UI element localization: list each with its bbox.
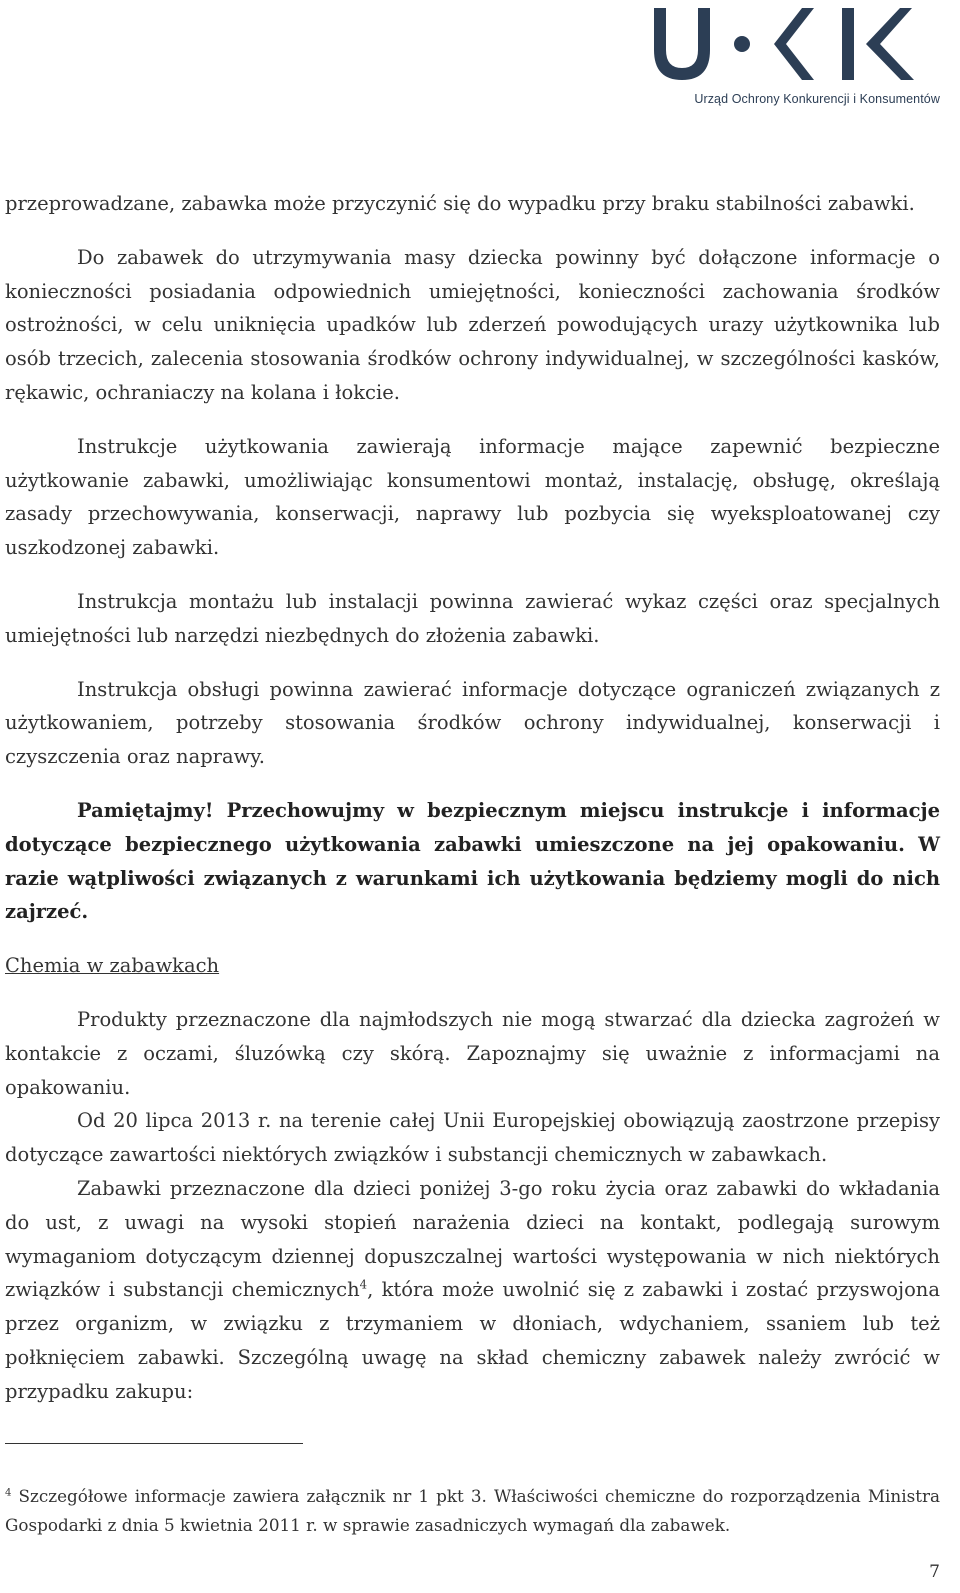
paragraph-under-three — [5, 1172, 940, 1409]
paragraph-assembly: Instrukcja montażu lub instalacji powinna zawierać wykaz części oraz specjalnych umiejętności lub narzędzi niezbędnych do złożenia zabawki. — [5, 589, 940, 647]
footnote-reference[interactable]: 4 — [359, 1277, 368, 1292]
paragraph-instructions: Instrukcje użytkowania zawierają informacje mające zapewnić bezpieczne użytkowanie zabawki, umożliwiając konsumentowi montaż, instalację, obsługę, określają zasady przechowywania, konserwacji, naprawy lub pozbycia się wyeksploatowanej czy uszkodzonej zabawki. — [5, 434, 940, 560]
paragraph-under-three-text-end: , która może uwolnić się z zabawki i zostać przyswojona przez organizm, w związku z trzymaniem w dłoniach, wdychaniem, ssaniem lub też połknięciem zabawki. Szczególną uwagę na skład chemiczny zabawek należy zwrócić w przypadku zakupu: — [5, 1278, 940, 1403]
logo-caption: Urząd Ochrony Konkurencji i Konsumentów — [694, 92, 940, 106]
footnote-divider — [5, 1443, 303, 1444]
paragraph-chemistry-intro: Produkty przeznaczone dla najmłodszych nie mogą stwarzać dla dziecka zagrożeń w kontakcie z oczami, śluzówką czy skórą. Zapoznajmy się uważnie z informacjami na opakowaniu. — [5, 1007, 940, 1099]
page-number: 7 — [929, 1562, 940, 1582]
paragraph-usage: Instrukcja obsługi powinna zawierać informacje dotyczące ograniczeń związanych z użytkowaniem, potrzeby stosowania środków ochrony indywidualnej, konserwacji i czyszczenia oraz naprawy. — [5, 677, 940, 769]
section-heading-chemistry: Chemia w zabawkach — [5, 954, 220, 978]
document-body — [5, 187, 940, 1409]
paragraph-intro: przeprowadzane, zabawka może przyczynić się do wypadku przy braku stabilności zabawki. — [5, 192, 915, 215]
paragraph-regulation-date: Od 20 lipca 2013 r. na terenie całej Unii Europejskiej obowiązują zaostrzone przepisy dotyczące zawartości niektórych związków i substancji chemicznych w zabawkach. — [5, 1109, 940, 1167]
footnote-marker: 4 — [5, 1487, 12, 1499]
footnote — [5, 1482, 940, 1539]
paragraph-weight-toys: Do zabawek do utrzymywania masy dziecka powinny być dołączone informacje o konieczności posiadania odpowiednich umiejętności, konieczności zachowania środków ostrożności, w celu uniknięcia upadków lub zderzeń powodujących urazy użytkownika lub osób trzecich, zalecenia stosowania środków ochrony indywidualnej, w szczególności kasków, rękawic, ochraniaczy na kolana i łokcie. — [5, 245, 940, 404]
footnote-text: Szczegółowe informacje zawiera załącznik nr 1 pkt 3. Właściwości chemiczne do rozporządzenia Ministra Gospodarki z dnia 5 kwietnia 2011 r. w sprawie zasadniczych wymagań dla zabawek. — [5, 1486, 940, 1535]
paragraph-under-three-text: Zabawki przeznaczone dla dzieci poniżej 3-go roku życia oraz zabawki do wkładania do ust, z uwagi na wysoki stopień narażenia dzieci na kontakt, podlegają surowym wymaganiom dotyczącym dziennej dopuszczalnej wartości występowania w nich niektórych związków i substancji chemicznych — [5, 1176, 940, 1302]
paragraph-reminder: Pamiętajmy! Przechowujmy w bezpiecznym miejscu instrukcje i informacje dotyczące bezpiecznego użytkowania zabawki umieszczone na jej opakowaniu. W razie wątpliwości związanych z warunkami ich użytkowania będziemy mogli do nich zajrzeć. — [5, 798, 940, 924]
